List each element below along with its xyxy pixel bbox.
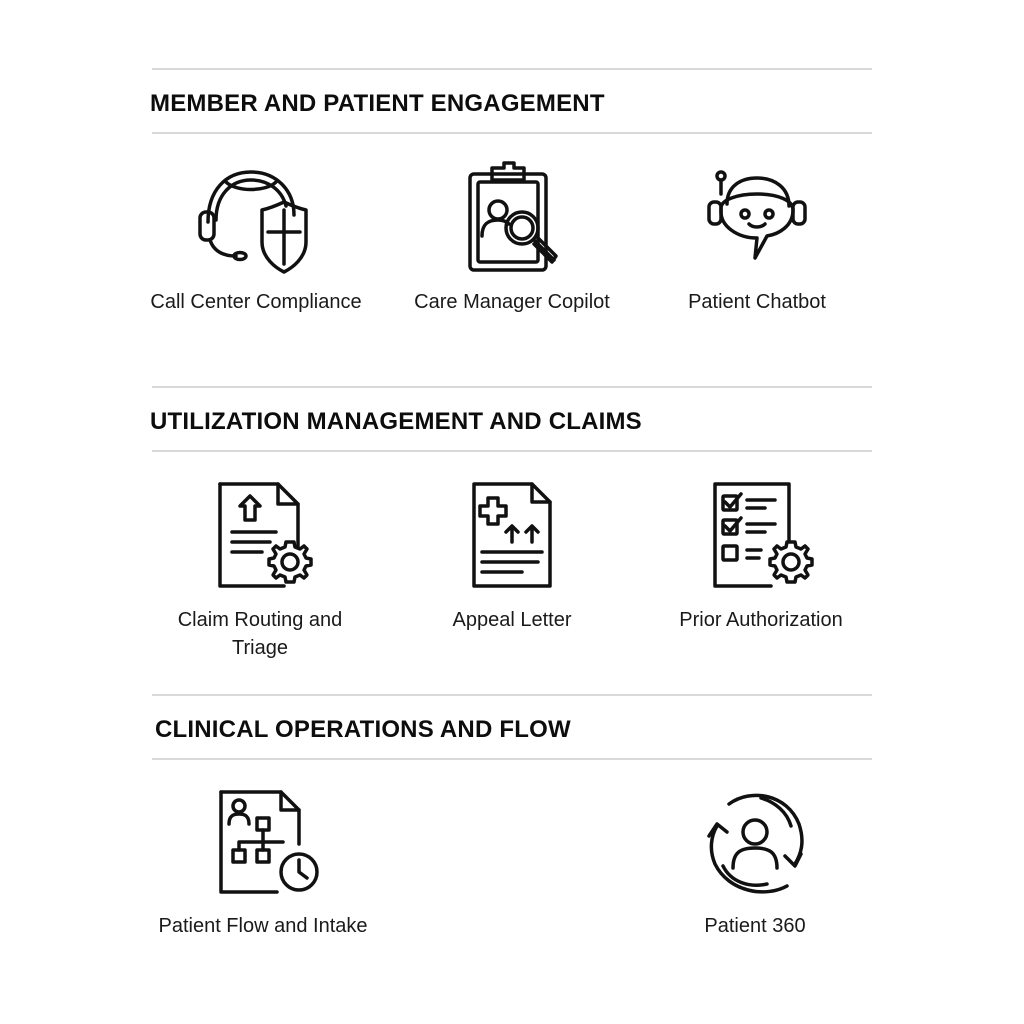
flowchart-document-clock-icon xyxy=(203,784,323,904)
document-upload-gear-icon xyxy=(200,476,320,596)
section-divider xyxy=(152,132,872,134)
section-divider-top xyxy=(152,68,872,70)
item-label: Patient Flow and Intake xyxy=(158,915,368,937)
item-label: Patient Chatbot xyxy=(688,291,826,313)
section-divider xyxy=(152,694,872,696)
section-divider xyxy=(152,758,872,760)
checklist-gear-icon xyxy=(701,476,821,596)
section-title-clinical: CLINICAL OPERATIONS AND FLOW xyxy=(155,716,571,743)
item-label: Appeal Letter xyxy=(452,609,572,631)
section-divider xyxy=(152,386,872,388)
item-label: Call Center Compliance xyxy=(150,291,362,313)
clipboard-magnifier-icon xyxy=(452,160,572,280)
section-divider xyxy=(152,450,872,452)
section-title-engagement: MEMBER AND PATIENT ENGAGEMENT xyxy=(150,90,605,117)
user-cycle-arrows-icon xyxy=(695,784,815,904)
item-label: Claim Routing and Triage xyxy=(177,609,343,659)
item-label: Care Manager Copilot xyxy=(414,291,610,313)
chatbot-icon xyxy=(697,160,817,280)
section-title-utilization: UTILIZATION MANAGEMENT AND CLAIMS xyxy=(150,408,642,435)
document-medical-cross-icon xyxy=(452,476,572,596)
item-label: Prior Authorization xyxy=(679,609,843,631)
item-label: Patient 360 xyxy=(704,915,806,937)
headset-shield-icon xyxy=(196,160,316,280)
